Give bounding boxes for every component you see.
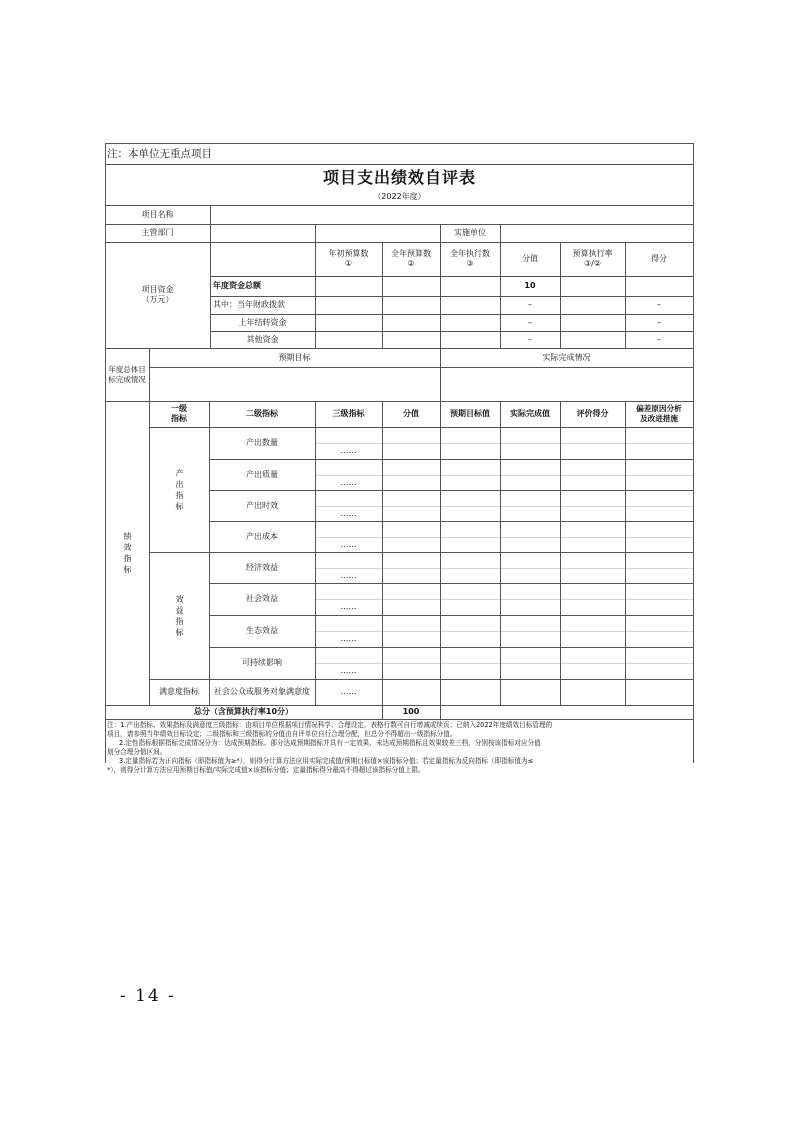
page-title: 项目支出绩效自评表 (322, 168, 476, 187)
level3-ellipsis: …… (340, 687, 357, 696)
satisfaction-item-label: 社会公众或服务对象满意度 (214, 687, 310, 696)
benefit-ecological-label: 生态效益 (246, 626, 278, 635)
perf-header-actual: 实际完成值 (510, 409, 550, 418)
perf-header-deviation: 偏差原因分析 及改进措施 (636, 404, 682, 423)
output-indicators-label: 产出指标 (175, 468, 184, 511)
funds-row-other-label: 其他资金 (246, 334, 279, 344)
perf-header-score: 分值 (403, 409, 419, 418)
funds-row-fiscal-mark: – (657, 300, 661, 309)
goals-actual-header: 实际完成情况 (542, 352, 591, 362)
note-line: 2.定性指标根据指标完成情况分为：达成预期指标、部分达成预期指标并具有一定效果、未达成预期指标且效果较差三档，分别按该指标对应分值 (119, 739, 541, 747)
note-line: 3.定量指标若为正向指标（即指标值为≥*），则得分计算方法应用实际完成值/预期目标值×该指标分值；若定量指标为反向指标（即指标值为≤ (119, 757, 534, 765)
level3-ellipsis: …… (340, 634, 357, 643)
funds-row-carryover-score: – (528, 317, 532, 327)
annual-goals-label: 年度总体目标完成情况 (108, 365, 146, 384)
perf-header-level1: 一级 指标 (171, 404, 187, 423)
funds-header-execution-rate: 预算执行率 ③/② (572, 249, 613, 268)
evaluation-sheet (105, 143, 694, 774)
output-timeliness-label: 产出时效 (246, 500, 278, 510)
benefit-indicators-label: 效益指标 (175, 594, 184, 637)
funds-header-score: 分值 (522, 254, 538, 263)
perf-header-level2: 二级指标 (246, 409, 278, 418)
performance-indicators-label: 绩效指标 (123, 532, 132, 574)
funds-row-total-label: 年度资金总额 (213, 281, 261, 290)
note-line: 划分合理分值区间。 (107, 748, 167, 756)
level3-ellipsis: …… (340, 666, 357, 675)
dept-value[interactable] (211, 225, 440, 242)
total-value: 100 (402, 707, 420, 716)
output-quantity-label: 产出数量 (246, 438, 278, 447)
funds-row-other-mark: – (657, 334, 661, 344)
level3-ellipsis: …… (340, 508, 357, 518)
funds-row-total-score: 10 (524, 281, 536, 290)
level3-ellipsis: …… (340, 539, 357, 549)
impl-unit-label: 实施单位 (454, 228, 486, 237)
funds-label: 项目资金 （万元） (141, 285, 174, 304)
note-line: *），则得分计算方法应用预期目标值/实际完成值×该指标分值；定量指标得分最高不得超过该指标分值上限。 (107, 766, 425, 774)
dept-label: 主管部门 (141, 228, 174, 237)
goals-actual-value[interactable] (441, 368, 693, 401)
benefit-social-label: 社会效益 (246, 594, 278, 603)
funds-header-annual-execution: 全年执行数 ③ (450, 249, 490, 268)
note-line: 注：1.产出指标、效果指标及满意度三级指标：由项目单位根据项目情况科学、合理设定，表格行数可自行增减或续页；已纳入2022年度绩效目标管理的 (107, 721, 553, 729)
funds-header-annual-budget: 全年预算数 ② (391, 249, 431, 268)
funds-header-initial-budget: 年初预算数 ① (328, 249, 369, 268)
total-label: 总分（含预算执行率10分） (193, 707, 294, 716)
report-year: （2022年度） (373, 192, 426, 201)
perf-header-expected: 预期目标值 (450, 409, 490, 418)
funds-header-mark: 得分 (651, 254, 667, 263)
level3-ellipsis: …… (340, 570, 357, 580)
goals-expected-header: 预期目标 (278, 352, 311, 362)
impl-unit-value[interactable] (501, 225, 693, 242)
level3-ellipsis: …… (340, 446, 357, 455)
funds-row-fiscal-score: – (528, 300, 532, 309)
satisfaction-indicators-label: 满意度指标 (159, 687, 199, 696)
goals-expected-value[interactable] (150, 368, 440, 401)
perf-header-evaluation: 评价得分 (576, 409, 609, 418)
output-quality-label: 产出质量 (246, 469, 278, 479)
note-no-key-project: 注：本单位无重点项目 (107, 148, 212, 160)
project-name-label: 项目名称 (141, 209, 174, 219)
perf-header-level3: 三级指标 (332, 409, 365, 418)
benefit-economic-label: 经济效益 (246, 562, 278, 572)
page-number: - 14 - (120, 986, 176, 1006)
project-name-value[interactable] (211, 206, 693, 224)
funds-row-carryover-mark: – (657, 317, 661, 327)
benefit-sustainable-label: 可持续影响 (242, 658, 282, 667)
note-line: 项目，请参照当年绩效目标设定；二级指标和三级指标的分值由自评单位自行合理分配，但总分不得超出一级指标分值。 (107, 730, 457, 738)
funds-row-carryover-label: 上年结转资金 (238, 317, 287, 327)
funds-row-other-score: – (528, 334, 532, 344)
level3-ellipsis: …… (340, 477, 357, 487)
level3-ellipsis: …… (340, 602, 357, 611)
output-cost-label: 产出成本 (246, 531, 278, 541)
funds-row-fiscal-label: 其中：当年财政拨款 (213, 300, 285, 309)
